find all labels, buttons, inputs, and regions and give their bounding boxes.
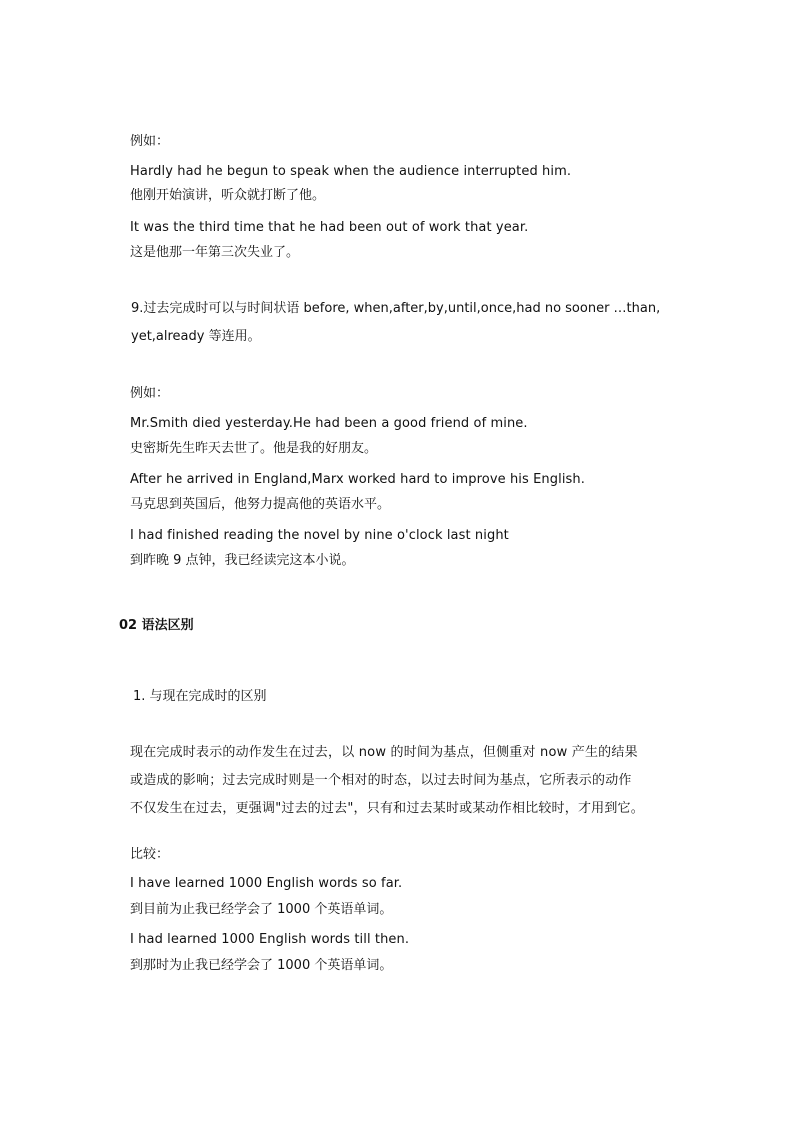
list-item-title: 1. 与现在完成时的区别: [133, 689, 267, 704]
compare-sentence-en: I had learned 1000 English words till then.: [130, 932, 410, 947]
rule-9-line-2: yet,already 等连用。: [131, 329, 261, 344]
compare-sentence-zh: 到目前为止我已经学会了 1000 个英语单词。: [130, 902, 393, 917]
example-sentence-zh: 史密斯先生昨天去世了。他是我的好朋友。: [130, 441, 378, 456]
compare-sentence-zh: 到那时为止我已经学会了 1000 个英语单词。: [130, 958, 393, 973]
example-sentence-en: After he arrived in England,Marx worked hard to improve his English.: [130, 472, 585, 487]
section-heading: 02 语法区别: [119, 618, 194, 633]
example-sentence-en: Hardly had he begun to speak when the audience interrupted him.: [130, 164, 572, 179]
example-label: 例如：: [130, 386, 170, 401]
example-sentence-zh: 这是他那一年第三次失业了。: [130, 245, 300, 260]
paragraph-line: 或造成的影响；过去完成时则是一个相对的时态，以过去时间为基点，它所表示的动作: [130, 773, 632, 788]
paragraph-line: 现在完成时表示的动作发生在过去，以 now 的时间为基点，但侧重对 now 产生的结果: [130, 745, 638, 760]
example-sentence-zh: 到昨晚 9 点钟，我已经读完这本小说。: [130, 553, 355, 568]
example-label: 例如：: [130, 134, 170, 149]
example-sentence-en: It was the third time that he had been out of work that year.: [130, 220, 529, 235]
compare-sentence-en: I have learned 1000 English words so far.: [130, 876, 403, 891]
rule-9-line-1: 9.过去完成时可以与时间状语 before, when,after,by,until,once,had no sooner …than,: [131, 301, 661, 316]
example-sentence-zh: 他刚开始演讲，听众就打断了他。: [130, 188, 326, 203]
example-sentence-en: I had finished reading the novel by nine o'clock last night: [130, 528, 509, 543]
compare-label: 比较：: [130, 847, 170, 862]
example-sentence-zh: 马克思到英国后，他努力提高他的英语水平。: [130, 497, 391, 512]
paragraph-line: 不仅发生在过去，更强调"过去的过去"，只有和过去某时或某动作相比较时，才用到它。: [130, 801, 644, 816]
example-sentence-en: Mr.Smith died yesterday.He had been a good friend of mine.: [130, 416, 528, 431]
